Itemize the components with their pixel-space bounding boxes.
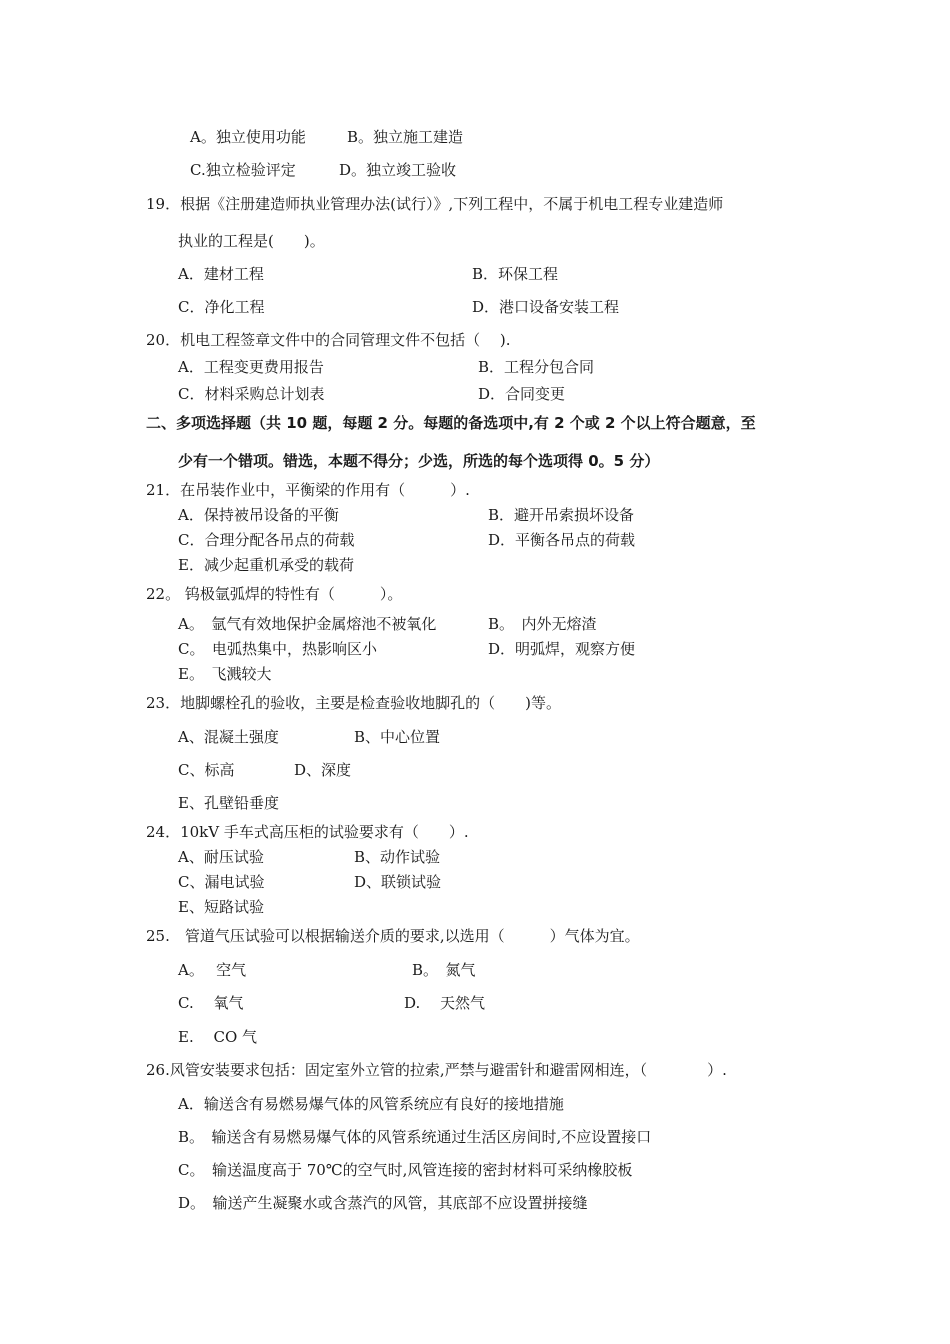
q24-option-c: C、漏电试验 xyxy=(178,873,265,891)
q26-stem: 26.风管安装要求包括：固定室外立管的拉索,严禁与避雷针和避雷网相连，（ ）. xyxy=(146,1061,727,1079)
q23-option-e: E、孔壁铅垂度 xyxy=(178,794,279,812)
q24-option-e: E、短路试验 xyxy=(178,898,264,916)
q23-option-d: D、深度 xyxy=(294,761,352,779)
q22-option-d: D．明弧焊，观察方便 xyxy=(488,640,636,658)
q25-option-a: A。 空气 xyxy=(178,961,247,979)
q20-option-b: B．工程分包合同 xyxy=(478,358,595,376)
q20-option-c: C．材料采购总计划表 xyxy=(178,385,325,403)
q20-option-d: D．合同变更 xyxy=(478,385,566,403)
q21-stem: 21．在吊装作业中，平衡梁的作用有（ ）. xyxy=(146,481,470,499)
q24-stem: 24．10kV 手车式高压柜的试验要求有（ ）. xyxy=(146,823,469,841)
q18-option-d: D。独立竣工验收 xyxy=(339,161,457,179)
q18-option-c: C.独立检验评定 xyxy=(190,161,296,179)
q22-option-e: E。 飞溅较大 xyxy=(178,665,272,683)
section2-heading-line2: 少有一个错项。错选，本题不得分；少选，所选的每个选项得 0。5 分） xyxy=(178,452,660,470)
q19-stem-line2: 执业的工程是( )。 xyxy=(178,232,325,250)
q18-option-a: A。独立使用功能 xyxy=(190,128,306,146)
q26-option-b: B。 输送含有易燃易爆气体的风管系统通过生活区房间时,不应设置接口 xyxy=(178,1128,652,1146)
q20-stem: 20．机电工程签章文件中的合同管理文件不包括（ ). xyxy=(146,331,511,349)
q25-option-b: B。 氮气 xyxy=(412,961,476,979)
q19-option-c: C．净化工程 xyxy=(178,298,265,316)
q23-stem: 23．地脚螺栓孔的验收，主要是检查验收地脚孔的（ )等。 xyxy=(146,694,561,712)
q19-option-d: D．港口设备安装工程 xyxy=(472,298,620,316)
q20-option-a: A．工程变更费用报告 xyxy=(178,358,324,376)
q26-option-d: D。 输送产生凝聚水或含蒸汽的风管，其底部不应设置拼接缝 xyxy=(178,1194,588,1212)
q18-option-b: B。独立施工建造 xyxy=(347,128,464,146)
q25-option-e: E. CO 气 xyxy=(178,1028,258,1046)
q22-option-b: B。 内外无熔渣 xyxy=(488,615,597,633)
q25-option-c: C. 氧气 xyxy=(178,994,244,1012)
q21-option-d: D．平衡各吊点的荷载 xyxy=(488,531,636,549)
q22-stem: 22。 钨极氩弧焊的特性有（ ）。 xyxy=(146,585,403,603)
q19-option-b: B．环保工程 xyxy=(472,265,559,283)
q25-option-d: D. 天然气 xyxy=(404,994,486,1012)
q21-option-c: C．合理分配各吊点的荷载 xyxy=(178,531,355,549)
q21-option-a: A．保持被吊设备的平衡 xyxy=(178,506,339,524)
q23-option-a: A、混凝土强度 xyxy=(178,728,279,746)
q21-option-e: E．减少起重机承受的载荷 xyxy=(178,556,354,574)
q24-option-d: D、联锁试验 xyxy=(354,873,442,891)
section2-heading-line1: 二、多项选择题（共 10 题，每题 2 分。每题的备选项中,有 2 个或 2 个以上符合题意，至 xyxy=(146,414,756,432)
q25-stem: 25. 管道气压试验可以根据输送介质的要求,以选用（ ）气体为宜。 xyxy=(146,927,640,945)
q19-stem-line1: 19．根据《注册建造师执业管理办法(试行）》,下列工程中，不属于机电工程专业建造师 xyxy=(146,195,724,213)
q21-option-b: B．避开吊索损坏设备 xyxy=(488,506,635,524)
q26-option-c: C。 输送温度高于 70℃的空气时,风管连接的密封材料可采纳橡胶板 xyxy=(178,1161,633,1179)
q26-option-a: A．输送含有易燃易爆气体的风管系统应有良好的接地措施 xyxy=(178,1095,564,1113)
q19-option-a: A．建材工程 xyxy=(178,265,264,283)
q23-option-c: C、标高 xyxy=(178,761,235,779)
q22-option-c: C。 电弧热集中，热影响区小 xyxy=(178,640,377,658)
q24-option-a: A、耐压试验 xyxy=(178,848,264,866)
q24-option-b: B、动作试验 xyxy=(354,848,441,866)
q22-option-a: A。 氩气有效地保护金属熔池不被氧化 xyxy=(178,615,437,633)
q23-option-b: B、中心位置 xyxy=(354,728,441,746)
